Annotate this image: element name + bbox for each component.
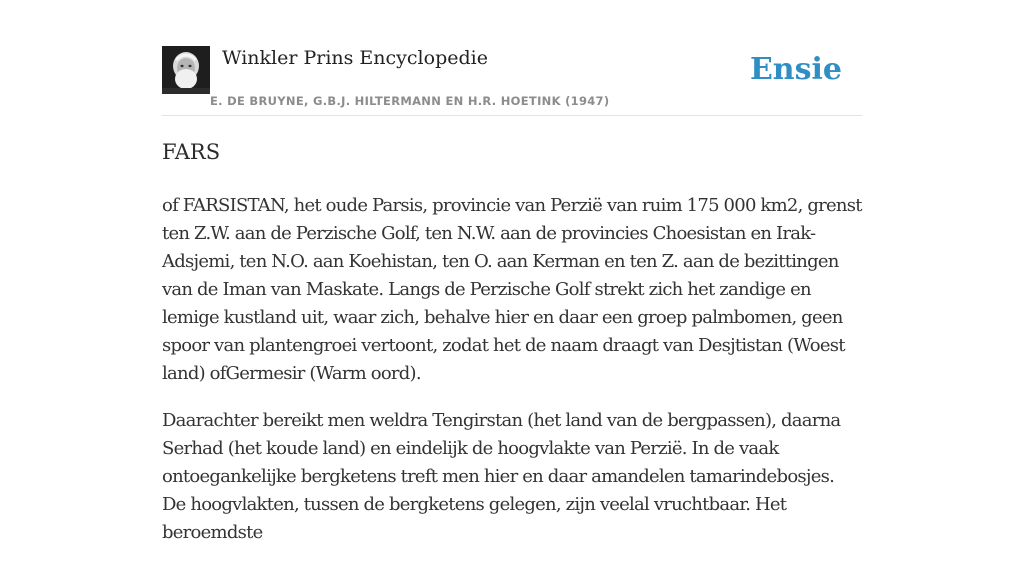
source-authors: E. DE BRUYNE, G.B.J. HILTERMANN EN H.R. HOETINK (1947) xyxy=(210,94,610,108)
avatar xyxy=(162,46,210,94)
source-header xyxy=(162,44,862,116)
page-title: FARS xyxy=(162,140,221,164)
article-paragraph: of FARSISTAN, het oude Parsis, provincie van Perzië van ruim 175 000 km2, grenst ten Z.W. aan de Perzische Golf, ten N.W. aan de provincies Choesistan en Irak-Adsjemi, ten N.O. aan Koehistan, ten O. aan Kerman en ten Z. aan de bezittingen van de Iman van Maskate. Langs de Perzische Golf strekt zich het zandige en lemige kustland uit, waar zich, behalve hier en daar een groep palmbomen, geen spoor van plantengroei vertoont, zodat het de naam draagt van Desjtistan (Woest land) ofGermesir (Warm oord). xyxy=(162,195,862,384)
article-body xyxy=(162,192,862,566)
brand-logo[interactable]: Ensie xyxy=(749,52,842,87)
article-paragraph: Daarachter bereikt men weldra Tengirstan (het land van de bergpassen), daarna Serhad (het koude land) en eindelijk de hoogvlakte van Perzië. In de vaak ontoegankelijke bergketens treft men hier en daar amandelen tamarindebosjes. De hoogvlakten, tussen de bergketens gelegen, zijn veelal vruchtbaar. Het beroemdste xyxy=(162,410,841,543)
author-portrait-icon xyxy=(162,46,210,94)
source-title[interactable]: Winkler Prins Encyclopedie xyxy=(222,47,488,69)
